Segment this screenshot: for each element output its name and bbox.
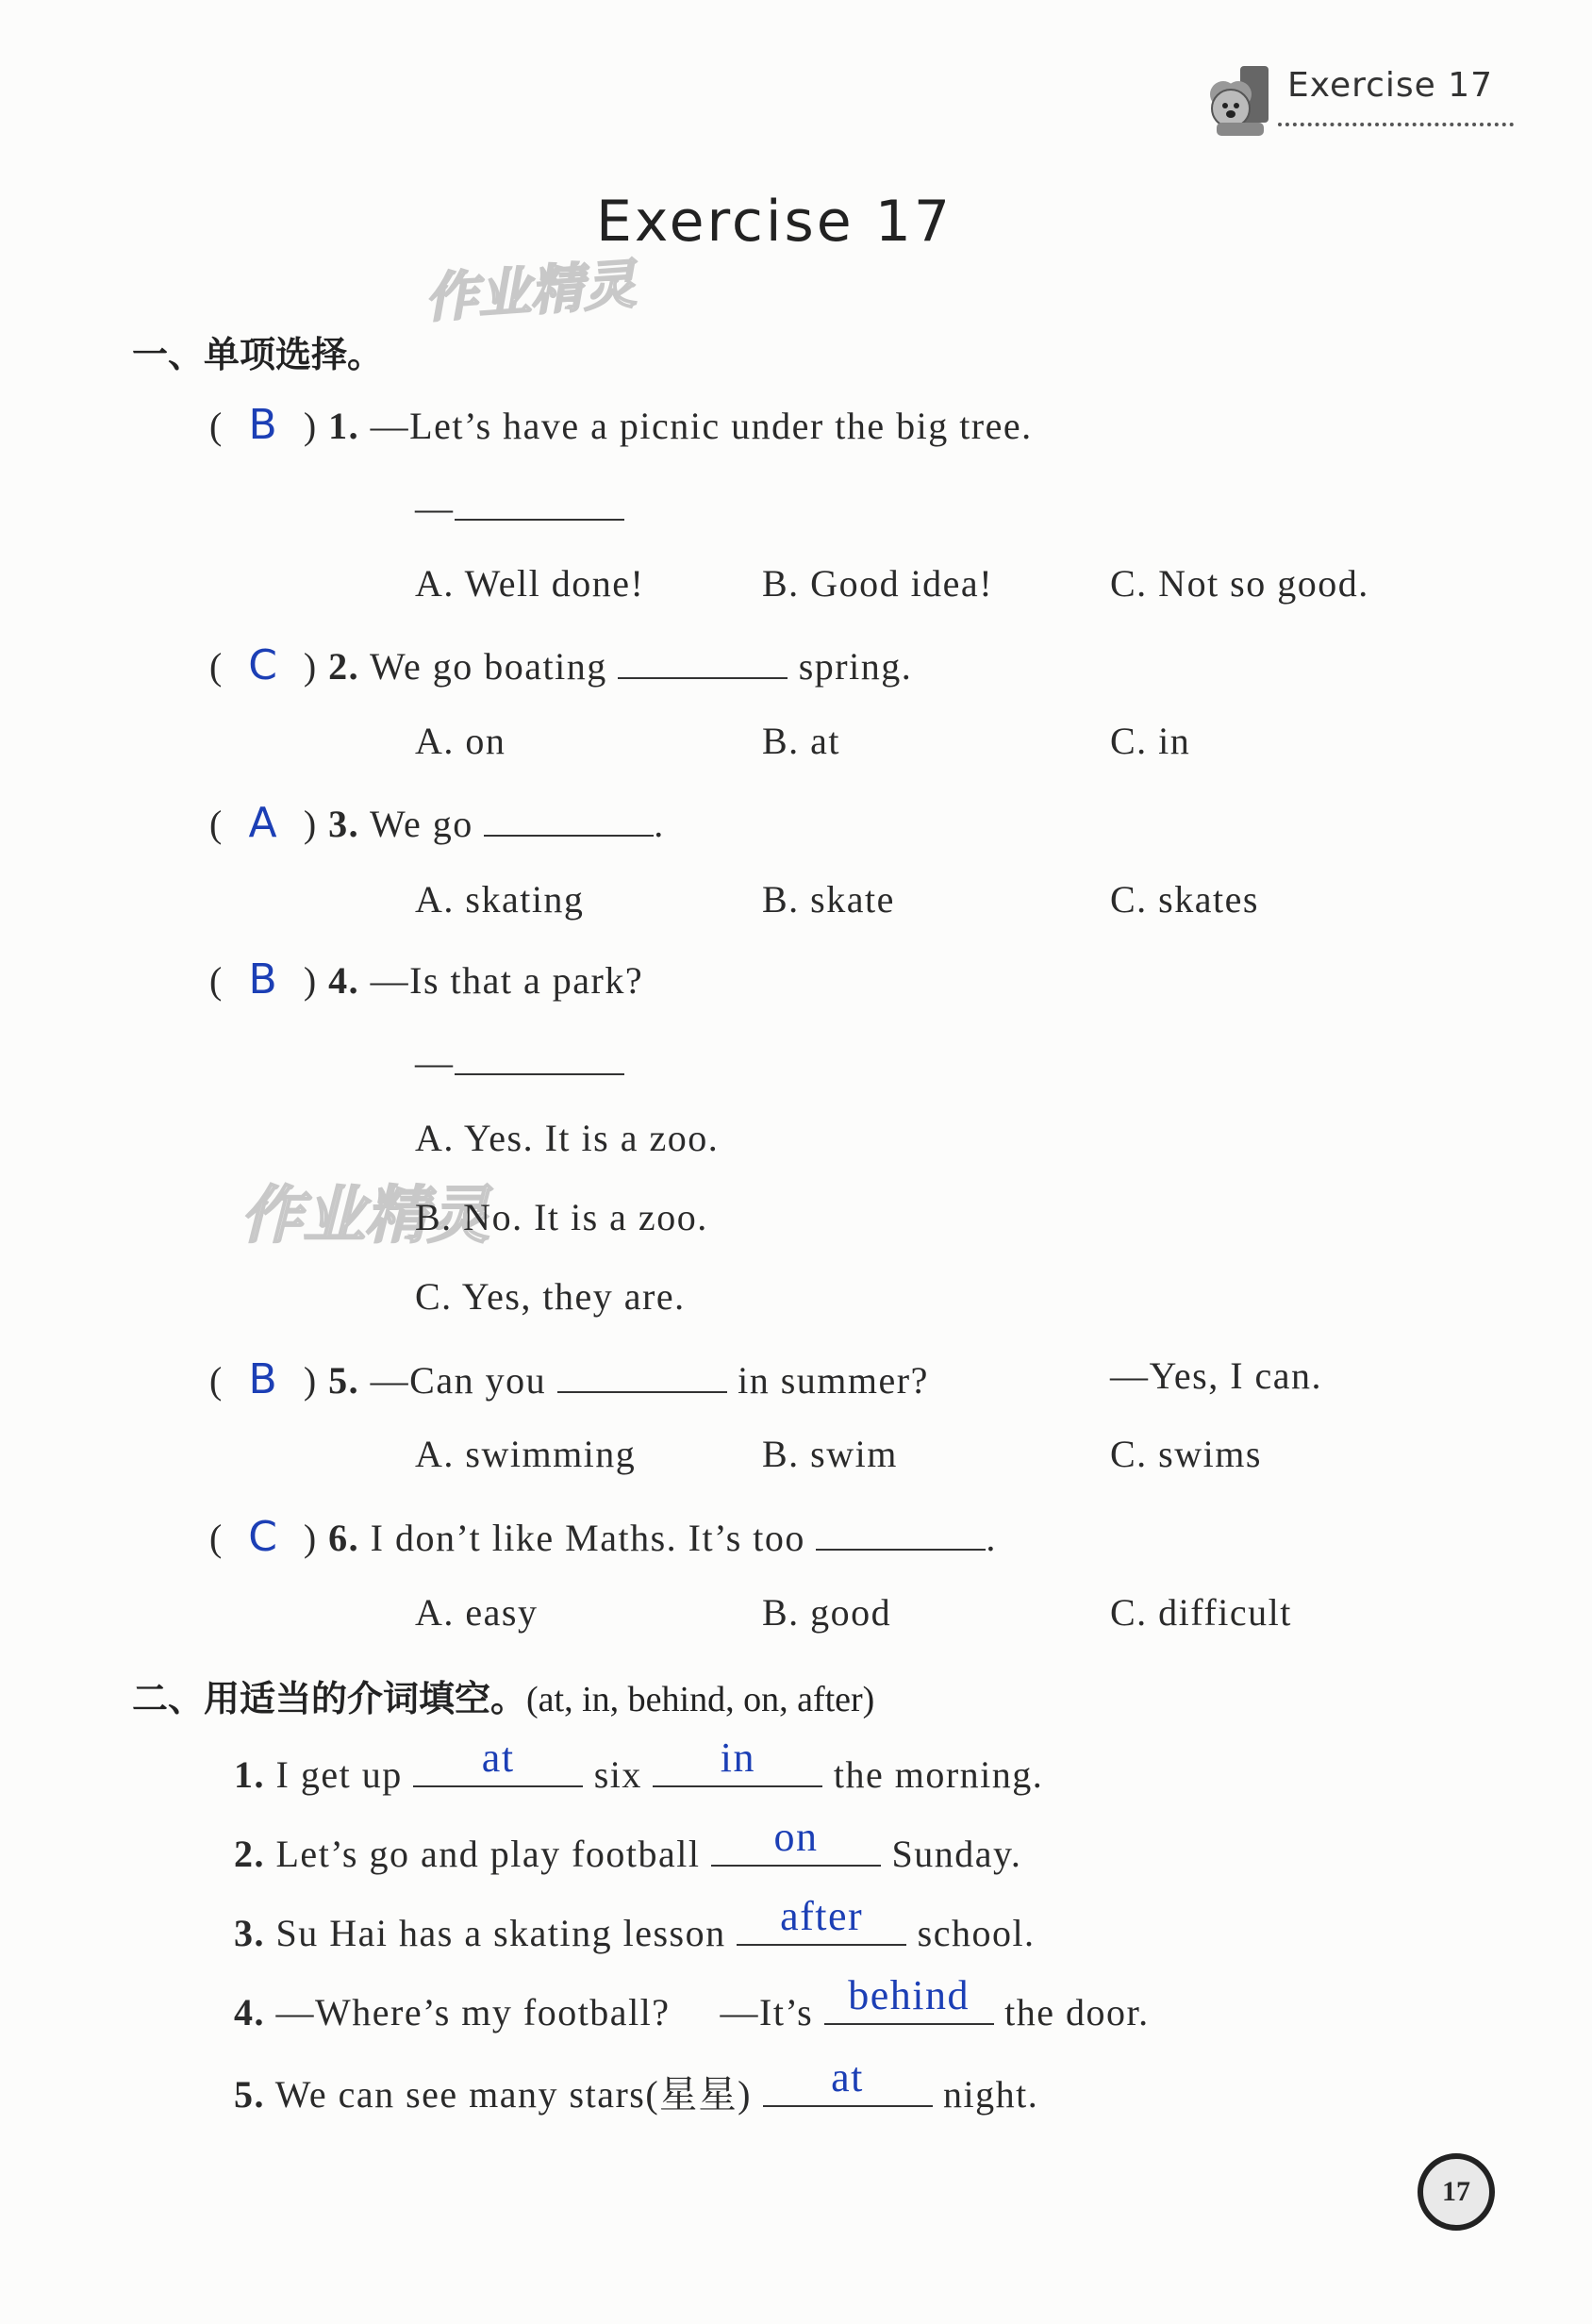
watermark-middle: 作业精灵 bbox=[240, 1179, 489, 1252]
q1-option-a: A. Well done! bbox=[415, 562, 645, 605]
header-label: Exercise 17 bbox=[1287, 66, 1494, 105]
answer-5: B bbox=[248, 1355, 279, 1403]
fill-item-2: 2. Let’s go and play football on Sunday. bbox=[234, 1814, 1022, 1875]
fill-5-1: at bbox=[831, 2054, 864, 2100]
fill-item-4: 4. —Where’s my football? —It’s behind the door. bbox=[234, 1972, 1150, 2034]
q2-option-c: C. in bbox=[1110, 720, 1191, 762]
question-1-stem: —Let’s have a picnic under the big tree. bbox=[370, 405, 1033, 447]
page-title: Exercise 17 bbox=[596, 189, 954, 255]
fill-item-3: 3. Su Hai has a skating lesson after school. bbox=[234, 1893, 1036, 1954]
page-number: 17 bbox=[1418, 2153, 1495, 2231]
q5-option-c: C. swims bbox=[1110, 1433, 1262, 1475]
q1-option-c: C. Not so good. bbox=[1110, 562, 1369, 605]
koala-bookbag-icon bbox=[1202, 57, 1287, 141]
question-6: ( C ) 6. I don’t like Maths. It’s too . bbox=[209, 1513, 997, 1561]
question-4: ( B ) 4. —Is that a park? bbox=[209, 955, 644, 1004]
section1-heading: 一、单项选择。 bbox=[132, 334, 384, 375]
q5-option-b: B. swim bbox=[762, 1433, 898, 1475]
q4-option-a: A. Yes. It is a zoo. bbox=[415, 1117, 720, 1159]
q1-option-b: B. Good idea! bbox=[762, 562, 994, 605]
q3-option-c: C. skates bbox=[1110, 878, 1259, 921]
fill-1-2: in bbox=[720, 1735, 755, 1781]
fill-2-1: on bbox=[773, 1814, 819, 1860]
fill-3-1: after bbox=[780, 1893, 864, 1939]
header-mascot bbox=[1202, 57, 1287, 146]
q6-option-c: C. difficult bbox=[1110, 1591, 1292, 1634]
fill-item-1: 1. I get up at six in the morning. bbox=[234, 1735, 1044, 1796]
q3-option-a: A. skating bbox=[415, 878, 585, 921]
answer-6: C bbox=[248, 1513, 279, 1561]
fill-item-5: 5. We can see many stars(星星) at night. bbox=[234, 2054, 1039, 2116]
q4-option-b: B. No. It is a zoo. bbox=[415, 1196, 708, 1238]
question-1: ( B ) 1. —Let’s have a picnic under the big tree. bbox=[209, 401, 1033, 449]
q2-option-b: B. at bbox=[762, 720, 841, 762]
section2-heading: 二、用适当的介词填空。(at, in, behind, on, after) bbox=[132, 1678, 875, 1719]
fill-4-1: behind bbox=[848, 1972, 970, 2018]
question-5-reply: —Yes, I can. bbox=[1110, 1354, 1323, 1397]
q5-option-a: A. swimming bbox=[415, 1433, 637, 1475]
fill-1-1: at bbox=[481, 1735, 515, 1781]
q6-option-a: A. easy bbox=[415, 1591, 539, 1634]
q2-option-a: A. on bbox=[415, 720, 506, 762]
q4-option-c: C. Yes, they are. bbox=[415, 1275, 686, 1318]
q3-option-b: B. skate bbox=[762, 878, 895, 921]
question-4-reply: — bbox=[415, 1036, 624, 1085]
answer-1: B bbox=[248, 401, 279, 449]
question-1-reply: — bbox=[415, 481, 624, 530]
question-5: ( B ) 5. —Can you in summer? bbox=[209, 1355, 929, 1403]
question-2: ( C ) 2. We go boating spring. bbox=[209, 641, 913, 689]
q6-option-b: B. good bbox=[762, 1591, 892, 1634]
question-3: ( A ) 3. We go . bbox=[209, 799, 665, 847]
answer-3: A bbox=[248, 799, 279, 847]
header-dotted-line bbox=[1278, 123, 1514, 126]
watermark-top: 作业精灵 bbox=[423, 254, 638, 330]
answer-4: B bbox=[248, 955, 279, 1004]
answer-2: C bbox=[248, 641, 279, 689]
